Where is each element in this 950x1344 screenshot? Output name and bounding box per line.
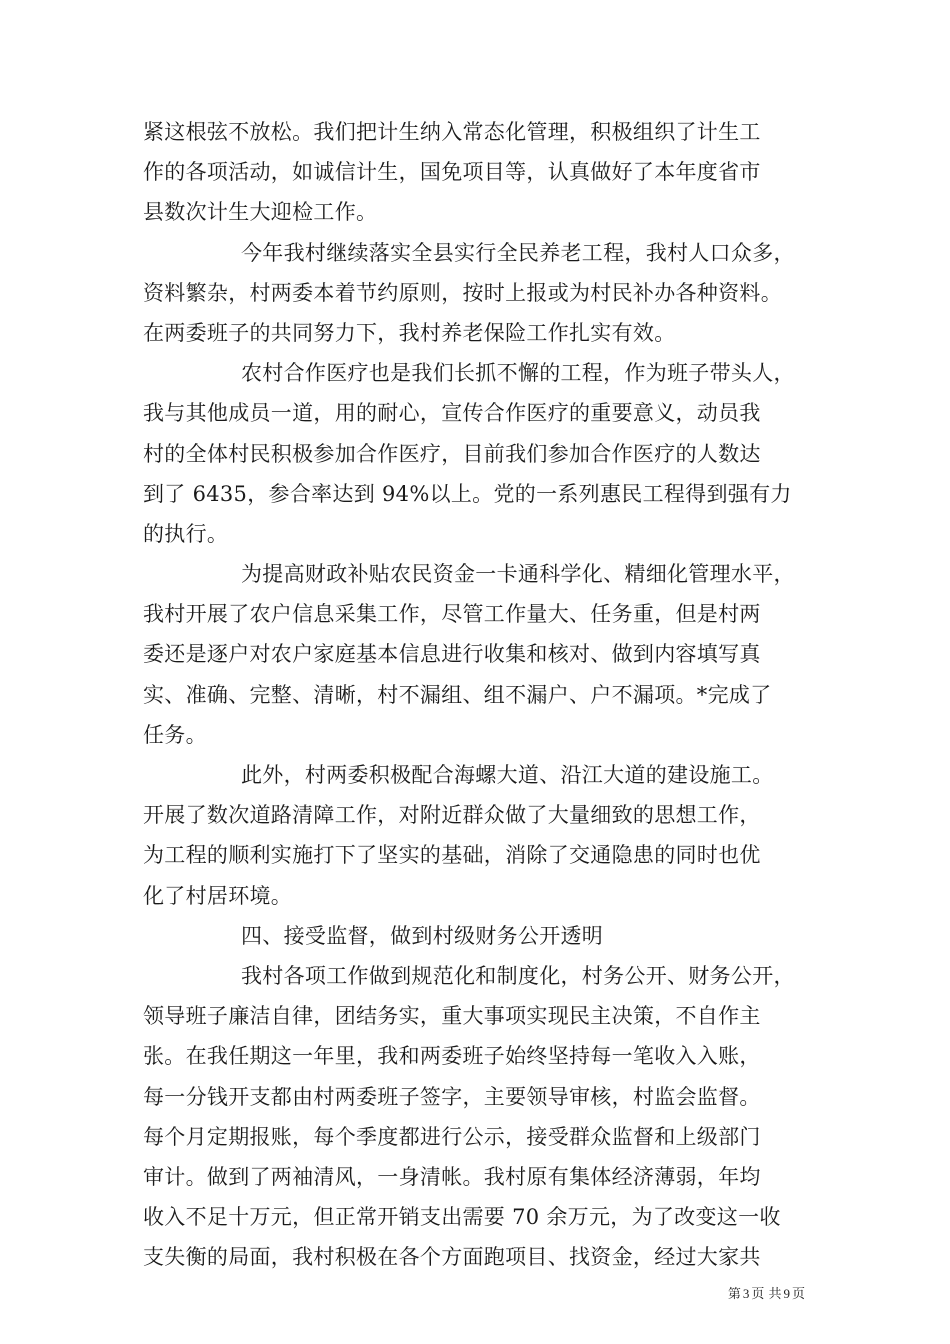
text-line: 到了 6435，参合率达到 94%以上。党的一系列惠民工程得到强有力: [143, 481, 792, 506]
text-line: 我村开展了农户信息采集工作，尽管工作量大、任务重，但是村两: [143, 602, 761, 627]
text-line: 我与其他成员一道，用的耐心，宣传合作医疗的重要意义，动员我: [143, 401, 761, 426]
text-line: 支失衡的局面，我村积极在各个方面跑项目、找资金，经过大家共: [143, 1245, 761, 1270]
section-heading: 四、接受监督，做到村级财务公开透明: [241, 923, 604, 948]
text-line: 紧这根弦不放松。我们把计生纳入常态化管理，积极组织了计生工: [143, 120, 761, 144]
text-line: 收入不足十万元，但正常开销支出需要 70 余万元，为了改变这一收: [143, 1205, 781, 1230]
text-line: 委还是逐户对农户家庭基本信息进行收集和核对、做到内容填写真: [143, 642, 761, 667]
document-body: [143, 112, 813, 1277]
text-line: 的执行。: [143, 521, 229, 546]
total-page-number: 9: [783, 1286, 790, 1301]
text-line: 县数次计生大迎检工作。: [143, 200, 378, 225]
text-line: 实、准确、完整、清晰，村不漏组、组不漏户、户不漏项。*完成了: [143, 682, 772, 707]
text-line: 作的各项活动，如诚信计生，国免项目等，认真做好了本年度省市: [143, 160, 761, 185]
paragraph-start-line: 我村各项工作做到规范化和制度化，村务公开、财务公开，: [241, 963, 795, 988]
footer-prefix: 第: [727, 1287, 741, 1302]
paragraph-start-line: 此外，村两委积极配合海螺大道、沿江大道的建设施工。: [241, 763, 774, 787]
text-line: 任务。: [143, 722, 207, 747]
text-line: 村的全体村民积极参加合作医疗，目前我们参加合作医疗的人数达: [143, 441, 761, 466]
text-line: 每个月定期报账，每个季度都进行公示，接受群众监督和上级部门: [143, 1124, 761, 1149]
text-line: 审计。做到了两袖清风，一身清帐。我村原有集体经济薄弱，年均: [143, 1164, 761, 1189]
text-line: 张。在我任期这一年里，我和两委班子始终坚持每一笔收入入账，: [143, 1044, 761, 1069]
footer-middle: 页 共: [751, 1287, 782, 1302]
current-page-number: 3: [742, 1286, 750, 1301]
text-line: 开展了数次道路清障工作，对附近群众做了大量细致的思想工作，: [143, 803, 761, 828]
footer-suffix: 页: [791, 1287, 805, 1302]
text-line: 资料繁杂，村两委本着节约原则，按时上报或为村民补办各种资料。: [143, 280, 782, 305]
paragraph-start-line: 今年我村继续落实全县实行全民养老工程，我村人口众多，: [241, 240, 795, 265]
paragraph-start-line: 为提高财政补贴农民资金一卡通科学化、精细化管理水平，: [241, 562, 795, 587]
paragraph-start-line: 农村合作医疗也是我们长抓不懈的工程，作为班子带头人，: [241, 361, 795, 386]
text-line: 化了村居环境。: [143, 883, 293, 908]
text-line: 在两委班子的共同努力下，我村养老保险工作扎实有效。: [143, 320, 676, 345]
text-line: 每一分钱开支都由村两委班子签字，主要领导审核，村监会监督。: [143, 1084, 761, 1109]
text-line: 为工程的顺利实施打下了坚实的基础，消除了交通隐患的同时也优: [143, 843, 761, 868]
text-line: 领导班子廉洁自律，团结务实，重大事项实现民主决策，不自作主: [143, 1004, 761, 1029]
page-footer: [0, 1283, 805, 1302]
